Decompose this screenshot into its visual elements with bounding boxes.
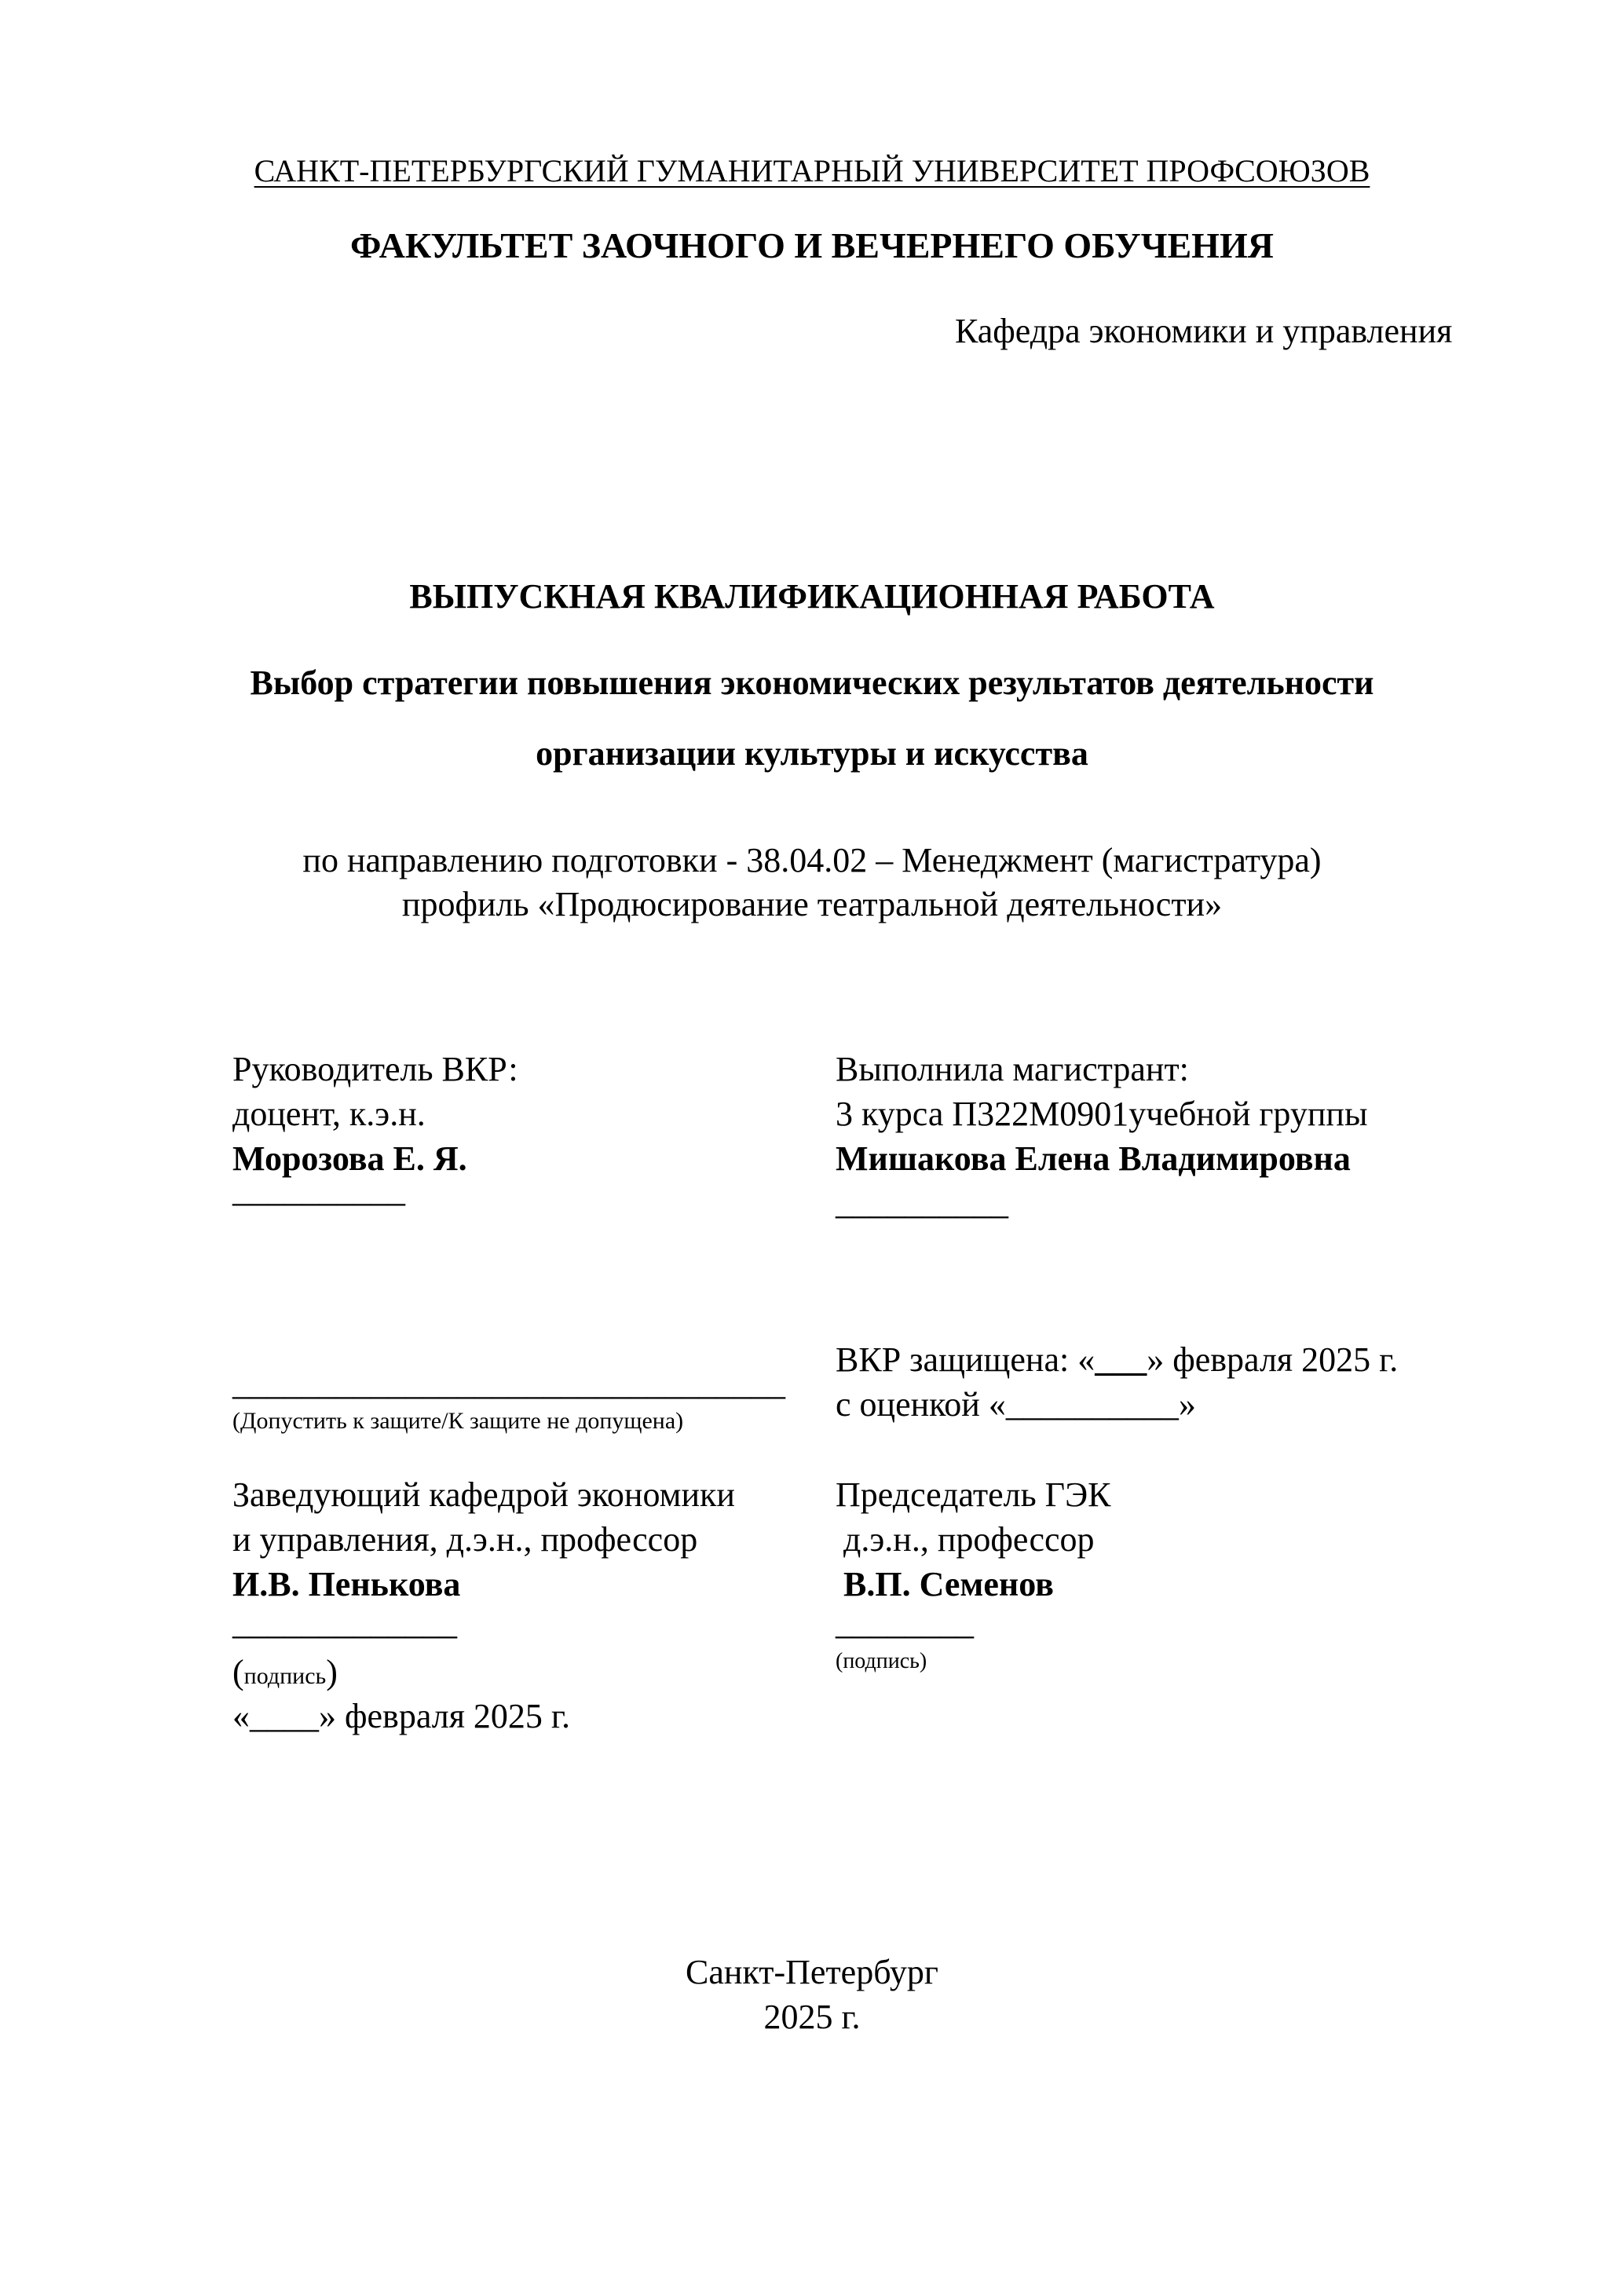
footer-city: Санкт-Петербург (686, 1953, 938, 1991)
supervisor-name: Морозова Е. Я. (232, 1139, 467, 1178)
gek-chair-degree: д.э.н., профессор (843, 1520, 1095, 1559)
university-name: САНКТ-ПЕТЕРБУРГСКИЙ ГУМАНИТАРНЫЙ УНИВЕРСИТЕТ ПРОФСОЮЗОВ (254, 153, 1370, 188)
head-signature-caption (232, 1655, 338, 1690)
gek-chair-name: В.П. Семенов (843, 1565, 1054, 1603)
head-signature-word: подпись (243, 1663, 327, 1689)
head-signature-close-paren: ) (326, 1653, 338, 1691)
student-name: Мишакова Елена Владимировна (836, 1139, 1351, 1178)
defense-protected-prefix: ВКР защищена: « (836, 1340, 1095, 1379)
gek-chair-title: Председатель ГЭК (836, 1475, 1111, 1514)
head-date: «____» февраля 2025 г. (232, 1697, 571, 1735)
head-signature-open-paren: ( (232, 1653, 244, 1691)
footer-year: 2025 г. (763, 1998, 861, 2036)
gek-chair-signature-line: ________ (836, 1603, 974, 1642)
student-label: Выполнила магистрант: (836, 1050, 1189, 1088)
head-title-line1: Заведующий кафедрой экономики (232, 1475, 735, 1514)
supervisor-signature-line: __________ (232, 1171, 405, 1209)
faculty-name: ФАКУЛЬТЕТ ЗАОЧНОГО И ВЕЧЕРНЕГО ОБУЧЕНИЯ (350, 225, 1274, 265)
department-name: Кафедра экономики и управления (955, 312, 1453, 350)
head-title-line2: и управления, д.э.н., профессор (232, 1520, 698, 1559)
thesis-title-line2: организации культуры и искусства (536, 734, 1088, 773)
head-name: И.В. Пенькова (232, 1565, 461, 1603)
student-group: 3 курса П322М0901учебной группы (836, 1095, 1368, 1133)
defense-grade: с оценкой «__________» (836, 1385, 1196, 1424)
admission-line: ________________________________ (232, 1364, 785, 1402)
thesis-profile: профиль «Продюсирование театральной деятельности» (401, 885, 1223, 923)
defense-protected-suffix: » февраля 2025 г. (1147, 1340, 1399, 1379)
head-signature-line: _____________ (232, 1603, 457, 1642)
defense-day-blank: ___ (1095, 1340, 1147, 1379)
defense-protected (836, 1340, 1399, 1379)
thesis-type: ВЫПУСКНАЯ КВАЛИФИКАЦИОННАЯ РАБОТА (409, 577, 1215, 616)
student-signature-line: __________ (836, 1183, 1008, 1222)
admission-caption: (Допустить к защите/К защите не допущена) (232, 1408, 684, 1434)
thesis-title-line1: Выбор стратегии повышения экономических результатов деятельности (250, 664, 1374, 702)
supervisor-position: доцент, к.э.н. (232, 1095, 426, 1133)
supervisor-label: Руководитель ВКР: (232, 1050, 518, 1088)
gek-chair-signature-caption: (подпись) (836, 1649, 927, 1673)
thesis-direction: по направлению подготовки - 38.04.02 – Менеджмент (магистратура) (302, 841, 1322, 879)
